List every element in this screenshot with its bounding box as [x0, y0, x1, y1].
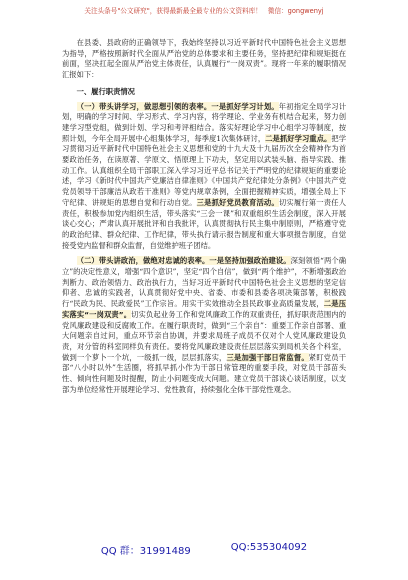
section-1-point-3: 三是抓好党员教育活动。 — [196, 197, 279, 207]
section-2-text-b: 切实负起业务工作和党风廉政工作的双重责任，抓好职责范围内的党风廉政建设和反腐败工作。在履行职责时，做到“三个亲自”：重要工作亲自部署、重大问题亲自过问，重点环节亲自协调，并要求局班子成员不仅对个人党风廉政建设负责，对分管的科室同样负有责任。要将党风廉政建设责任层层落实到局机关各个科室，做到一个萝卜一个坑，一级抓一级，层层抓落实， — [62, 309, 347, 362]
section-1-text-b: 把学习贯彻习近平新时代中国特色社会主义思想和党的十九大及十九届历次全会精神作为首要政治任务，在读原著、学原文、悟原理上下功夫，坚定用以武装头脑、指导实践、推动工作。认真组织全局干部职工深入学习习近平总书记关于严明党的纪律规矩的重要论述，学习《新时代中国共产党廉洁自律准则》《中国共产党纪律处分条例》《中国共产党党员领导干部廉洁从政若干准则》等党内规章条例，全面把握精神实质，增强全局上下守纪律、讲规矩的思想自觉和行动自觉。 — [62, 133, 347, 207]
section-2-point-3: 三是加强干部日常监督。 — [226, 352, 309, 362]
footer-qq-group: QQ 群：31991489 — [100, 546, 191, 557]
banner-text: 关注头条号"公文研究"，获得最新最全最专业的公文资料库！ — [84, 7, 262, 15]
footer-contacts — [0, 542, 408, 557]
section-heading: 一、履行职责情况 — [76, 86, 135, 96]
header-banner — [0, 0, 408, 20]
section-2-lead: （二）带头讲政治，做绝对忠诚的表率。一是坚持加强政治建设。 — [76, 256, 291, 266]
section-2-point-2: 二是压实落实“一岗双责”。 — [62, 299, 347, 319]
banner-wechat: 微信：gongwenyj — [267, 7, 324, 15]
intro-paragraph: 在县委、县政府的正确领导下，我始终坚持以习近平新时代中国特色社会主义思想为指导，严格按照新时代全面从严治党的总体要求和主要任务，坚持把纪律和规矩挺在前面，坚决扛起全面从严治党主体责任，认真履行“一岗双责”。现将一年来的履职情况汇报如下： — [62, 38, 346, 80]
section-1-lead: （一）带头讲学习，做思想引领的表率。一是抓好学习计划。 — [76, 101, 279, 111]
section-1-paragraph — [62, 102, 346, 252]
footer-qq: QQ:535304092 — [230, 542, 308, 553]
section-1-text-c: 切实履行第一责任人责任，积极参加党内组织生活，带头落实“三会一课”和双重组织生活会制度，深入开展谈心交心；严肃认真开展批评和自我批评，认真贯彻执行民主集中制原则，严格遵守党的政治纪律、群众纪律、工作纪律，带头执行请示报告制度和重大事项报告制度，自觉接受党内监督和群众监督，自觉维护班子团结。 — [62, 197, 347, 250]
section-2-text-c: 紧盯党员干部“八小时以外”生活圈，将抓早抓小作为干部日常管理的重要手段，对党员干部苗头性、倾向性问题及时提醒，防止小问题变成大问题。建立党员干部谈心谈话制度，以支部为单位经常性开展理论学习、党性教育，持续强化全体干部党性观念。 — [62, 352, 347, 394]
section-2-paragraph — [62, 256, 346, 395]
document-body — [62, 38, 346, 396]
section-2-text-a: 深刻领悟“两个确立”的决定性意义，增强“四个意识”，坚定“四个自信”，做到“两个维护”，不断增强政治判断力、政治领悟力、政治执行力，当好习近平新时代中国特色社会主义思想的坚定信仰者、忠诚的实践者，认真贯彻好党中央、省委、市委和县委各项决策部署，积极践行“民政为民、民政爱民”工作宗旨。用实干实效推动全县民政事业高质量发展， — [62, 256, 346, 309]
section-1-text-a: 年初指定全局学习计划，明确的学习时间、学习形式、学习内容，将学理论、学业务有机结合起来，努力创建学习型党组，做到计划、学习和考评相结合。落实好理论学习中心组学习等制度，按照计划，今年全局开展中心组集体学习，每季度1次集体研讨， — [62, 101, 347, 143]
section-1-point-2: 二是抓好学习重点。 — [265, 133, 332, 143]
